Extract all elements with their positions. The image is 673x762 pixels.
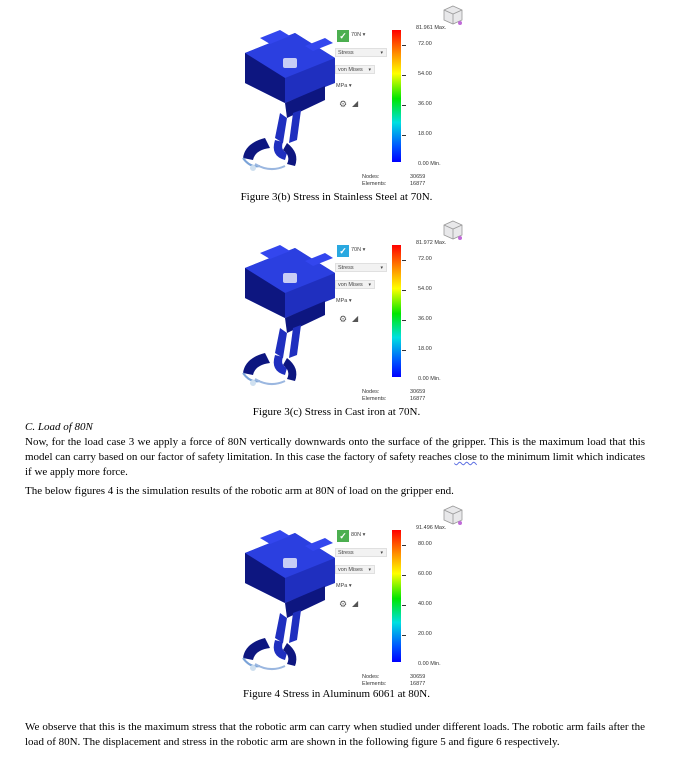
legend-tick-label: 40.00 xyxy=(418,601,432,607)
legend-tick-label: 18.00 xyxy=(418,131,432,137)
legend-tick xyxy=(402,260,406,261)
settings-gear-icon[interactable]: ⚙ xyxy=(339,599,348,609)
chevron-down-icon: ▾ xyxy=(368,282,371,288)
legend-min-label: 0.00 Min. xyxy=(418,376,441,382)
chevron-down-icon: ▾ xyxy=(380,550,383,556)
criterion-dropdown[interactable] xyxy=(335,65,375,74)
result-type-label: Stress xyxy=(338,265,354,271)
result-type-label: Stress xyxy=(338,50,354,56)
figure-4 xyxy=(0,500,673,710)
legend-color-bar xyxy=(392,30,401,162)
legend-tick-label: 20.00 xyxy=(418,631,432,637)
legend-tick xyxy=(402,350,406,351)
legend-min-label: 0.00 Min. xyxy=(418,161,441,167)
chevron-down-icon: ▾ xyxy=(380,50,383,56)
paragraph-1-text-a: Now, for the load case 3 we apply a force of 80N vertically downwards onto the surface of the gripper. This is the maximum load that this model can carry based on our factor of safety limitation. In this case the factory of safety reaches xyxy=(25,436,645,463)
unit-selector[interactable]: MPa ▾ xyxy=(336,83,352,89)
result-type-dropdown[interactable] xyxy=(335,48,387,57)
legend-max-label: 81.961 Max. xyxy=(416,25,447,31)
legend-color-bar xyxy=(392,245,401,377)
load-case-label: 80N xyxy=(351,532,362,538)
unit-selector[interactable]: MPa ▾ xyxy=(336,583,352,589)
settings-gear-icon[interactable]: ⚙ xyxy=(339,99,348,109)
elements-label: Elements: xyxy=(362,396,387,400)
load-case-selector[interactable]: 70N ▾ xyxy=(351,247,366,253)
legend-max-label: 91.496 Max. xyxy=(416,525,447,531)
legend-tick-label: 54.00 xyxy=(418,71,432,77)
elements-label: Elements: xyxy=(362,681,387,685)
criterion-dropdown[interactable] xyxy=(335,280,375,289)
legend-tick-label: 54.00 xyxy=(418,286,432,292)
paragraph-2: The below figures 4 is the simulation results of the robotic arm at 80N of load on the gripper end. xyxy=(25,485,454,497)
legend-tick xyxy=(402,635,406,636)
criterion-label: von Mises xyxy=(338,282,363,288)
load-case-selector[interactable]: 80N ▾ xyxy=(351,532,366,538)
paragraph-3: We observe that this is the maximum stress that the robotic arm can carry when studied under different loads. The robotic arm fails after the load of 80N. The displacement and stress in the robotic arm are shown in the following figure 5 and figure 6 respectively. xyxy=(25,721,645,748)
nodes-value: 30659 xyxy=(410,389,426,395)
chevron-down-icon: ▾ xyxy=(368,567,371,573)
legend-color-bar xyxy=(392,530,401,662)
unit-selector[interactable]: MPa ▾ xyxy=(336,298,352,304)
paragraph-1 xyxy=(25,435,645,480)
check-icon[interactable]: ✓ xyxy=(337,30,349,42)
legend-tick-label: 60.00 xyxy=(418,571,432,577)
probe-icon[interactable]: ◢ xyxy=(352,599,359,608)
legend-tick xyxy=(402,575,406,576)
load-case-label: 70N xyxy=(351,32,362,38)
chevron-down-icon: ▾ xyxy=(368,67,371,73)
view-cube-icon[interactable] xyxy=(442,4,464,26)
legend-tick-label: 36.00 xyxy=(418,316,432,322)
mesh-stats xyxy=(362,389,426,403)
figure-caption: Figure 3(b) Stress in Stainless Steel at 70N. xyxy=(240,191,433,203)
mesh-stats xyxy=(362,174,426,188)
figure-3c xyxy=(0,215,673,425)
nodes-label: Nodes: xyxy=(362,674,380,680)
legend-tick-label: 72.00 xyxy=(418,41,432,47)
view-cube-icon[interactable] xyxy=(442,219,464,241)
result-type-dropdown[interactable] xyxy=(335,548,387,557)
elements-label: Elements: xyxy=(362,181,387,185)
probe-icon[interactable]: ◢ xyxy=(352,99,359,108)
mesh-stats xyxy=(362,674,426,688)
criterion-dropdown[interactable] xyxy=(335,565,375,574)
legend-tick-label: 36.00 xyxy=(418,101,432,107)
check-icon[interactable]: ✓ xyxy=(337,245,349,257)
spellcheck-marked-word: close xyxy=(454,451,477,463)
result-type-dropdown[interactable] xyxy=(335,263,387,272)
elements-value: 16877 xyxy=(410,396,426,400)
legend-tick xyxy=(402,105,406,106)
legend-tick-label: 18.00 xyxy=(418,346,432,352)
settings-gear-icon[interactable]: ⚙ xyxy=(339,314,348,324)
figure-caption: Figure 3(c) Stress in Cast iron at 70N. xyxy=(252,406,421,418)
figure-3b xyxy=(0,0,673,215)
nodes-value: 30659 xyxy=(410,174,426,180)
view-cube-icon[interactable] xyxy=(442,504,464,526)
chevron-down-icon: ▾ xyxy=(380,265,383,271)
result-type-label: Stress xyxy=(338,550,354,556)
nodes-label: Nodes: xyxy=(362,174,380,180)
load-case-selector[interactable]: 70N ▾ xyxy=(351,32,366,38)
legend-tick xyxy=(402,45,406,46)
unit-label: MPa xyxy=(336,583,348,589)
elements-value: 16877 xyxy=(410,181,426,185)
unit-label: MPa xyxy=(336,83,348,89)
legend-tick xyxy=(402,545,406,546)
legend-tick-label: 72.00 xyxy=(418,256,432,262)
load-case-label: 70N xyxy=(351,247,362,253)
unit-label: MPa xyxy=(336,298,348,304)
criterion-label: von Mises xyxy=(338,567,363,573)
legend-tick xyxy=(402,320,406,321)
legend-max-label: 81.972 Max. xyxy=(416,240,447,246)
paragraph-1-text-b: to the minimum limit which indicates if we apply more force. xyxy=(25,451,645,478)
probe-icon[interactable]: ◢ xyxy=(352,314,359,323)
legend-tick-label: 80.00 xyxy=(418,541,432,547)
criterion-label: von Mises xyxy=(338,67,363,73)
check-icon[interactable]: ✓ xyxy=(337,530,349,542)
nodes-value: 30659 xyxy=(410,674,426,680)
legend-tick xyxy=(402,135,406,136)
legend-tick xyxy=(402,605,406,606)
section-heading: C. Load of 80N xyxy=(25,421,93,433)
legend-tick xyxy=(402,75,406,76)
elements-value: 16877 xyxy=(410,681,426,685)
figure-caption: Figure 4 Stress in Aluminum 6061 at 80N. xyxy=(243,688,430,700)
nodes-label: Nodes: xyxy=(362,389,380,395)
legend-min-label: 0.00 Min. xyxy=(418,661,441,667)
legend-tick xyxy=(402,290,406,291)
